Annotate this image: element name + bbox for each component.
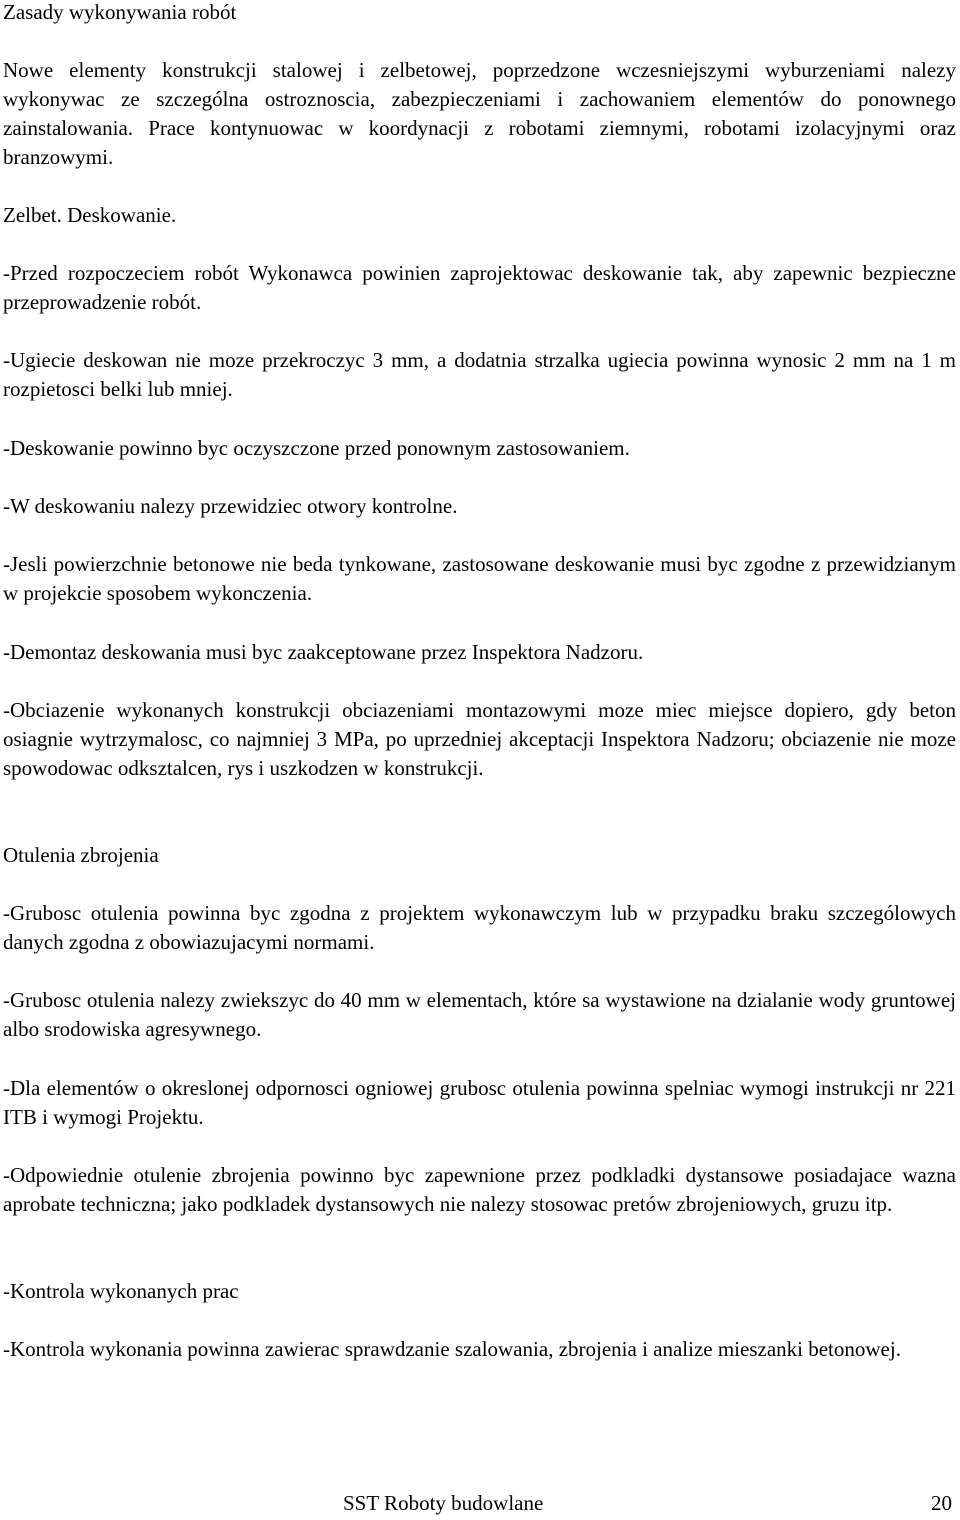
section-heading-cover: Otulenia zbrojenia <box>3 843 159 867</box>
section-heading-execution: Zasady wykonywania robót <box>3 0 237 24</box>
cover-item-fire: -Dla elementów o okreslonej odpornosci ogniowej grubosc otulenia powinna spelniac wymogi instrukcji nr 221 ITB i wymogi Projektu. <box>3 1076 956 1129</box>
formwork-item-loading: -Obciazenie wykonanych konstrukcji obciazeniami montazowymi moze miec miejsce dopiero, gdy beton osiagnie wytrzymalosc, co najmniej 3 MPa, po uprzedniej akceptacji Inspektora Nadzoru; obciazenie nie moze spowodowac odksztalcen, rys i uszkodzen w konstrukcji. <box>3 698 956 780</box>
cover-item-increase: -Grubosc otulenia nalezy zwiekszyc do 40 mm w elementach, które sa wystawione na dzialanie wody gruntowej albo srodowiska agresywnego. <box>3 988 956 1041</box>
formwork-item-design: -Przed rozpoczeciem robót Wykonawca powinien zaprojektowac deskowanie tak, aby zapewnic bezpieczne przeprowadzenie robót. <box>3 261 956 314</box>
cover-item-thickness: -Grubosc otulenia powinna byc zgodna z projektem wykonawczym lub w przypadku braku szczególowych danych zgodna z obowiazujacymi normami. <box>3 901 956 954</box>
footer-title: SST Roboty budowlane <box>343 1491 544 1515</box>
intro-paragraph: Nowe elementy konstrukcji stalowej i zelbetowej, poprzedzone wczesniejszymi wyburzeniami nalezy wykonywac ze szczególna ostroznoscia, zabezpieczeniami i zachowaniem elementów do ponownego zainstalowania. Prace kontynuowac w koordynacji z robotami ziemnymi, robotami izolacyjnymi oraz branzowymi. <box>3 58 956 169</box>
formwork-item-openings: -W deskowaniu nalezy przewidziec otwory kontrolne. <box>3 494 458 518</box>
formwork-item-dismantling: -Demontaz deskowania musi byc zaakceptowane przez Inspektora Nadzoru. <box>3 640 644 664</box>
formwork-item-finish: -Jesli powierzchnie betonowe nie beda tynkowane, zastosowane deskowanie musi byc zgodne z przewidzianym w projekcie sposobem wykonczenia. <box>3 552 956 605</box>
formwork-item-cleaning: -Deskowanie powinno byc oczyszczone przed ponownym zastosowaniem. <box>3 436 630 460</box>
formwork-item-deflection: -Ugiecie deskowan nie moze przekroczyc 3 mm, a dodatnia strzalka ugiecia powinna wynosic 2 mm na 1 m rozpietosci belki lub mniej. <box>3 348 956 401</box>
cover-item-spacers: -Odpowiednie otulenie zbrojenia powinno byc zapewnione przez podkladki dystansowe posiadajace wazna aprobate techniczna; jako podkladek dystansowych nie nalezy stosowac pretów zbrojeniowych, gruzu itp. <box>3 1163 956 1216</box>
section-heading-control: -Kontrola wykonanych prac <box>3 1279 239 1303</box>
section-heading-formwork: Zelbet. Deskowanie. <box>3 203 177 227</box>
control-paragraph: -Kontrola wykonania powinna zawierac sprawdzanie szalowania, zbrojenia i analize mieszanki betonowej. <box>3 1337 901 1361</box>
page-number: 20 <box>931 1491 952 1515</box>
